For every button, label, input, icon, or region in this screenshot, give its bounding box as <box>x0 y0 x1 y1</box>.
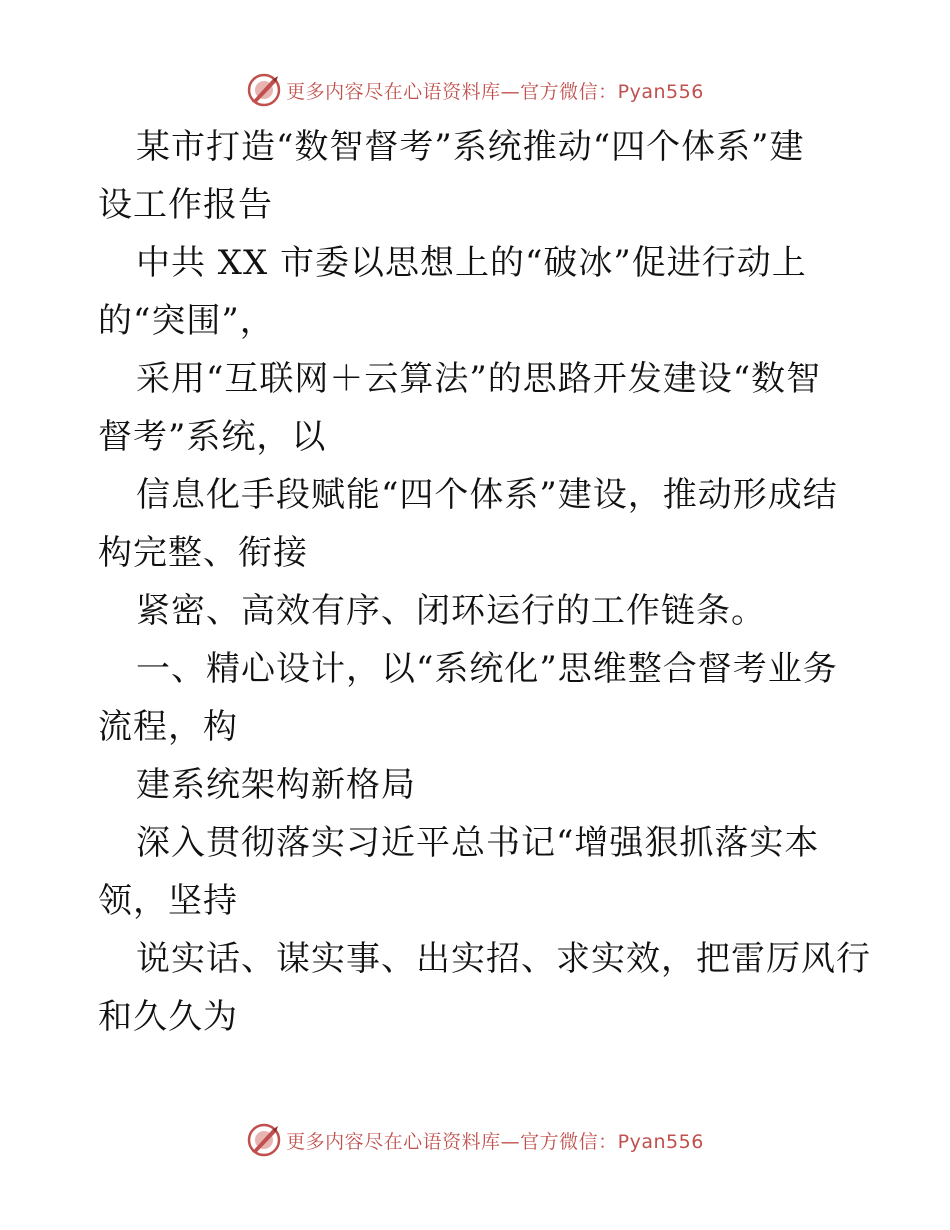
footer-watermark <box>0 1120 950 1160</box>
section-heading-line: 流程，构 <box>98 707 238 747</box>
watermark-text: 更多内容尽在心语资料库—官方微信：Pyan556 <box>286 80 704 103</box>
paragraph-line: 说实话、谋实事、出实招、求实效，把雷厉风行 <box>136 939 871 979</box>
section-heading-line: 建系统架构新格局 <box>136 765 416 805</box>
title-line-2: 设工作报告 <box>98 185 273 225</box>
paragraph-line: 采用“互联网＋云算法”的思路开发建设“数智 <box>136 359 822 399</box>
header-watermark <box>0 70 950 110</box>
paragraph-line: 深入贯彻落实习近平总书记“增强狠抓落实本 <box>136 823 820 863</box>
title-line-1: 某市打造“数智督考”系统推动“四个体系”建 <box>136 127 805 167</box>
quill-pen-logo-icon <box>246 1122 282 1158</box>
document-body <box>98 118 871 1046</box>
paragraph-line: 的“突围”， <box>98 301 275 341</box>
paragraph-line: 中共 XX 市委以思想上的“破冰”促进行动上 <box>136 243 807 283</box>
paragraph-line: 和久久为 <box>98 997 238 1037</box>
paragraph-line: 紧密、高效有序、闭环运行的工作链条。 <box>136 591 766 631</box>
paragraph-line: 信息化手段赋能“四个体系”建设，推动形成结 <box>136 475 838 515</box>
quill-pen-logo-icon <box>246 72 282 108</box>
paragraph-line: 领，坚持 <box>98 881 238 921</box>
paragraph-line: 督考”系统，以 <box>98 417 327 457</box>
section-heading-line: 一、精心设计，以“系统化”思维整合督考业务 <box>136 649 838 689</box>
watermark-text: 更多内容尽在心语资料库—官方微信：Pyan556 <box>286 1130 704 1153</box>
paragraph-line: 构完整、衔接 <box>98 533 308 573</box>
